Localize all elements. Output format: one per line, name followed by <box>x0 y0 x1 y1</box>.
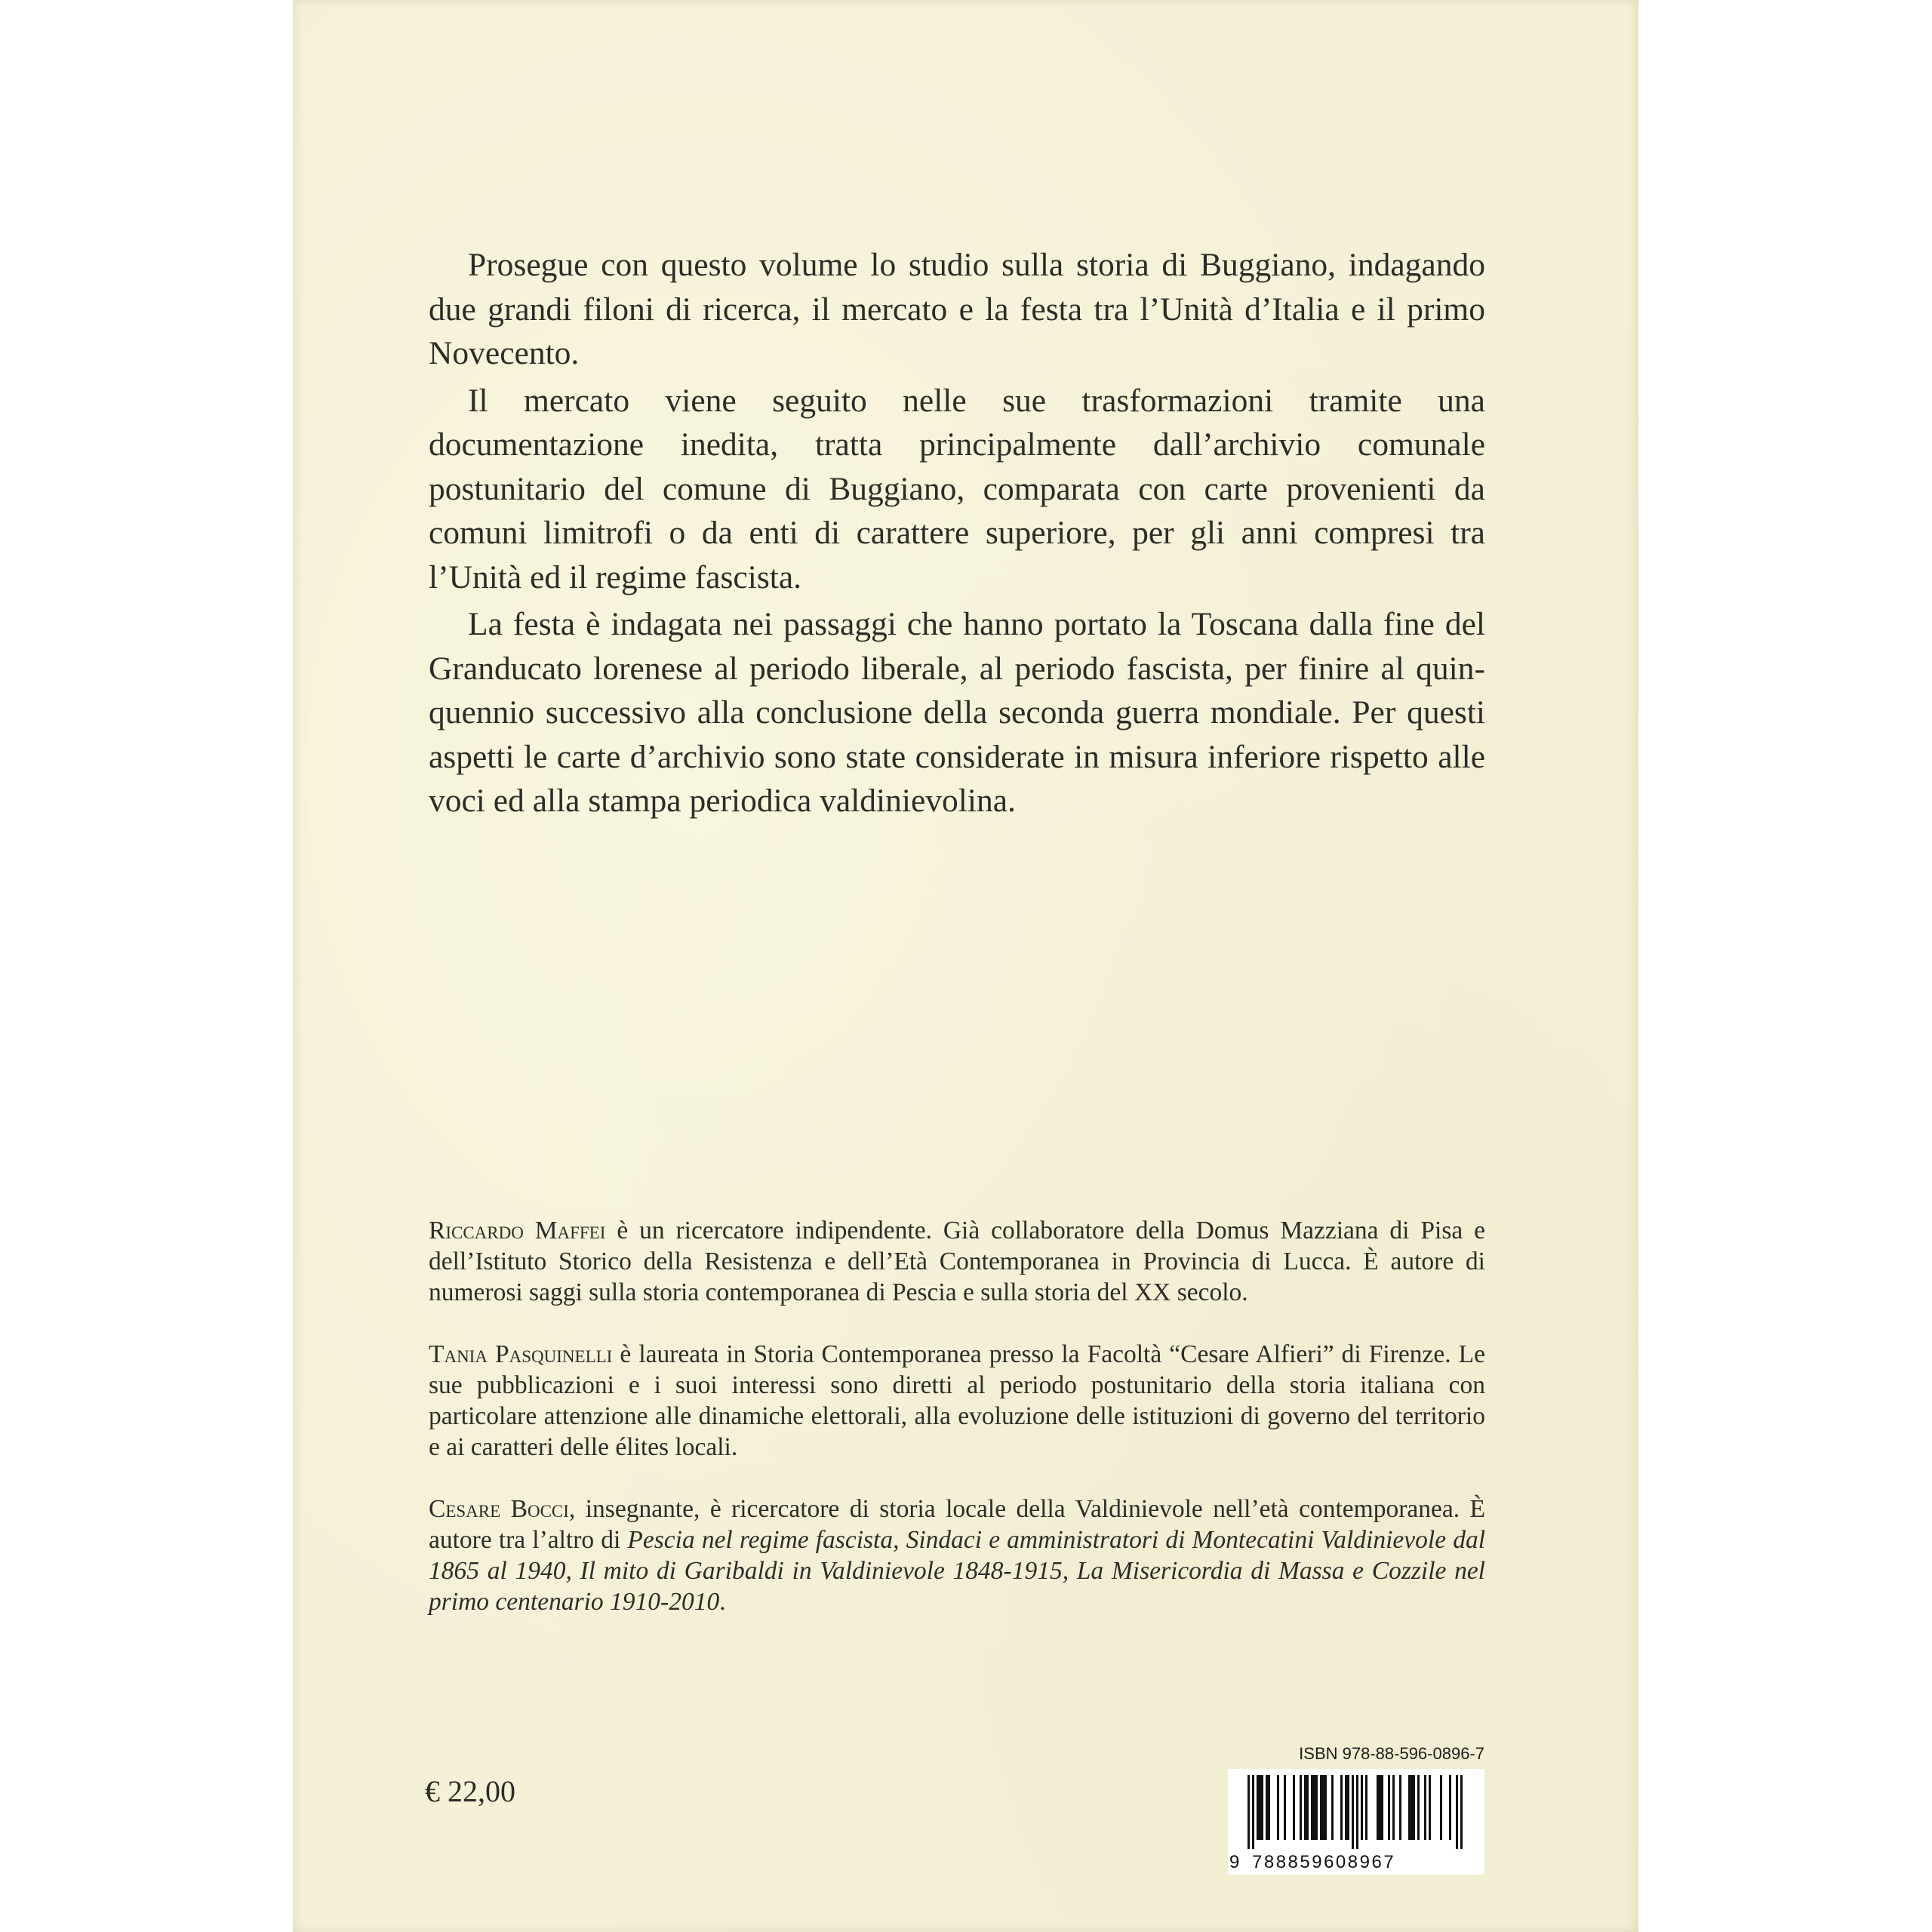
barcode-bar <box>1347 1775 1349 1840</box>
barcode-bar <box>1381 1775 1383 1840</box>
author-name: Cesare Bocci <box>429 1495 569 1523</box>
barcode-bar <box>1440 1775 1442 1840</box>
barcode-bar <box>1352 1775 1354 1849</box>
author-bios <box>429 1215 1485 1617</box>
blurb-text <box>429 243 1485 826</box>
barcode-bar <box>1320 1775 1322 1840</box>
barcode <box>1228 1769 1484 1875</box>
barcode-bar <box>1311 1775 1313 1840</box>
barcode-bar <box>1413 1775 1415 1840</box>
barcode-bar <box>1379 1775 1381 1840</box>
barcode-bar <box>1266 1775 1268 1840</box>
barcode-bar <box>1277 1775 1279 1840</box>
author-bio-text: , insegnante, è ricercatore di storia locale della Valdinievole nell’età contemporanea. È autore tra l’altro di <box>429 1495 1485 1554</box>
barcode-bar <box>1377 1775 1379 1840</box>
barcode-bar <box>1365 1775 1367 1840</box>
isbn-label: ISBN 978-88-596-0896-7 <box>1299 1744 1484 1763</box>
barcode-bar <box>1257 1775 1259 1840</box>
barcode-bar <box>1331 1775 1334 1840</box>
barcode-bar <box>1313 1775 1315 1840</box>
barcode-bar <box>1399 1775 1401 1840</box>
blurb-paragraph: La festa è indagata nei passaggi che hanno portato la Toscana dalla fine del Granducato lorenese al periodo liberale, al periodo fascista, per finire al quinquennio successivo alla conclusione della seconda guerra mondiale. Per questi aspetti le carte d’archivio sono state considerate in misura inferiore rispetto alle voci ed alla stampa periodica valdinievolina. <box>429 606 1485 819</box>
author-bio-end: . <box>719 1588 726 1616</box>
author-bio <box>429 1215 1485 1308</box>
barcode-bar <box>1388 1775 1390 1840</box>
barcode-first-digit: 9 <box>1229 1852 1241 1872</box>
price-label: € 22,00 <box>425 1774 515 1808</box>
barcode-bar <box>1356 1775 1358 1849</box>
barcode-bar <box>1300 1775 1302 1840</box>
barcode-bar <box>1315 1775 1318 1840</box>
barcode-bar <box>1345 1775 1347 1840</box>
blurb-paragraph: Prosegue con questo volume lo studio sulla storia di Buggiano, indagando due grandi filoni di ricerca, il mercato e la festa tra l’Unità d’Italia e il primo Novecento. <box>429 247 1485 371</box>
author-bio <box>429 1339 1485 1463</box>
barcode-bar <box>1456 1775 1458 1849</box>
barcode-bar <box>1361 1775 1363 1840</box>
author-bio <box>429 1494 1485 1617</box>
author-bio-text: è laureata in Storia Contemporanea presso la Facoltà “Cesare Alfieri” di Firenze. Le sue pubblicazioni e i suoi interessi sono diretti al periodo postunitario della storia italiana con particolare attenzione alle dinamiche elettorali, alla evoluzione delle istituzioni di governo del territorio e ai caratteri delle élites locali. <box>429 1340 1485 1461</box>
barcode-remaining-digits: 788859608967 <box>1252 1852 1396 1872</box>
barcode-bar <box>1304 1775 1306 1840</box>
barcode-bar <box>1247 1775 1250 1849</box>
author-name: Tania Pasquinelli <box>429 1340 613 1368</box>
barcode-bar <box>1252 1775 1254 1849</box>
barcode-bar <box>1340 1775 1343 1840</box>
barcode-bar <box>1460 1775 1463 1849</box>
barcode-bar <box>1259 1775 1261 1840</box>
barcode-bar <box>1449 1775 1451 1840</box>
barcode-bar <box>1322 1775 1324 1840</box>
barcode-bar <box>1411 1775 1413 1840</box>
author-bio-text: è un ricercatore indipendente. Già collaboratore della Domus Mazziana di Pisa e dell’Istituto Storico della Resistenza e dell’Età Contemporanea in Provincia di Lucca. È autore di numerosi saggi sulla storia contemporanea di Pescia e sulla storia del XX secolo. <box>429 1217 1485 1306</box>
barcode-bar <box>1268 1775 1270 1840</box>
barcode-bar <box>1408 1775 1411 1840</box>
barcode-bar <box>1284 1775 1286 1840</box>
author-works: Pescia nel regime fascista, Sindaci e amministratori di Montecatini Valdinievole dal 1865 al 1940, Il mito di Garibaldi in Valdinievole 1848-1915, La Misericordia di Massa e Cozzile nel primo centenario 1910-2010 <box>429 1526 1485 1616</box>
barcode-bar <box>1293 1775 1295 1840</box>
blurb-paragraph: Il mercato viene seguito nelle sue trasformazioni tramite una documentazione inedita, tratta principalmente dall’archivio comunale postunitario del comune di Buggiano, comparata con carte provenienti da comuni limitrofi o da enti di carattere superiore, per gli anni compresi tra l’Unità ed il regime fascista. <box>429 382 1485 595</box>
author-name: Riccardo Maffei <box>429 1217 606 1244</box>
barcode-bars <box>1238 1775 1474 1850</box>
barcode-bar <box>1324 1775 1327 1840</box>
barcode-bar <box>1306 1775 1309 1840</box>
barcode-bar <box>1261 1775 1263 1840</box>
isbn-barcode-block <box>1228 1744 1484 1880</box>
barcode-bar <box>1417 1775 1420 1840</box>
barcode-bar <box>1392 1775 1395 1840</box>
barcode-bar <box>1424 1775 1426 1840</box>
barcode-bar <box>1429 1775 1431 1840</box>
